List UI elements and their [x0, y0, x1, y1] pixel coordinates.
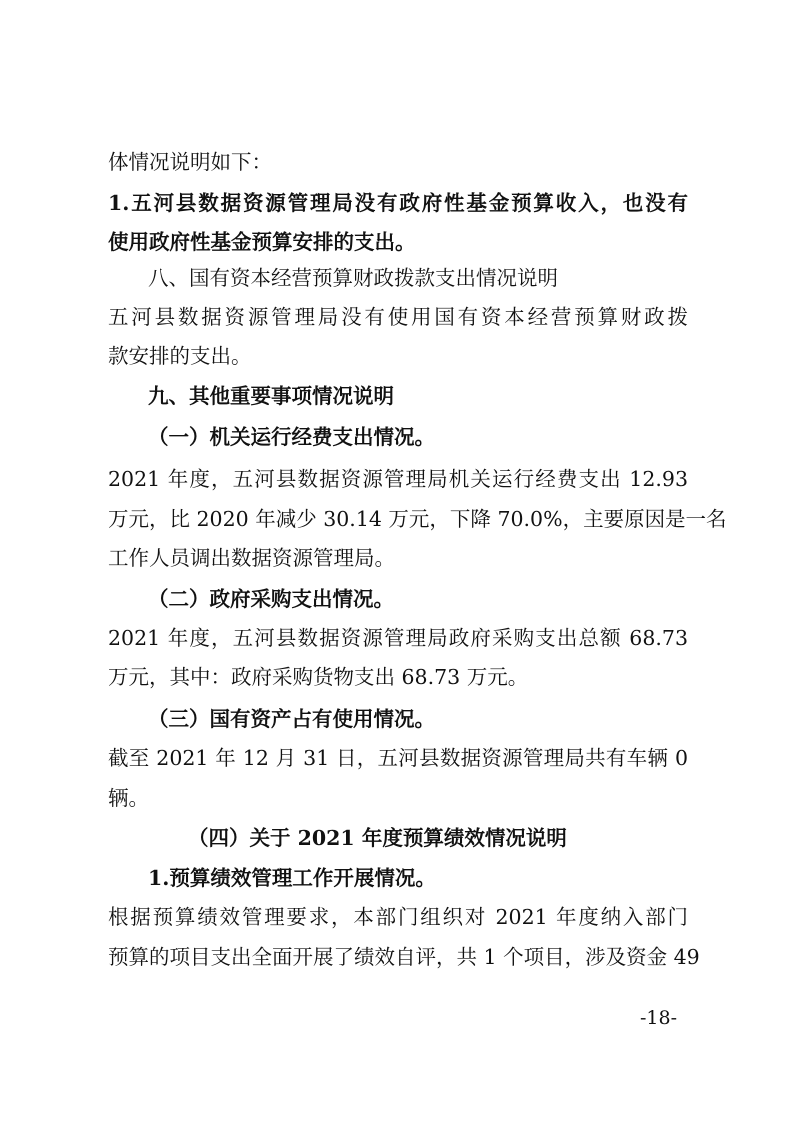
- subsection-heading: （一）机关运行经费支出情况。: [148, 425, 435, 449]
- subsection-heading: （四）关于 2021 年度预算绩效情况说明: [188, 826, 567, 850]
- subsection-heading: 1.预算绩效管理工作开展情况。: [148, 866, 436, 890]
- section-heading: 九、其他重要事项情况说明: [148, 384, 394, 408]
- text-line: 根据预算绩效管理要求，本部门组织对 2021 年度纳入部门: [108, 905, 688, 929]
- text-line: 工作人员调出数据资源管理局。: [108, 546, 395, 570]
- subsection-heading: （二）政府采购支出情况。: [148, 587, 394, 611]
- text-line: 万元，比 2020 年减少 30.14 万元，下降 70.0%，主要原因是一名: [108, 507, 727, 531]
- text-line: 截至 2021 年 12 月 31 日，五河县数据资源管理局共有车辆 0: [108, 746, 688, 770]
- text-line: 2021 年度，五河县数据资源管理局机关运行经费支出 12.93: [108, 467, 688, 491]
- text-line: 辆。: [108, 786, 149, 810]
- paragraph-line-bold: 1.五河县数据资源管理局没有政府性基金预算收入，也没有: [108, 191, 688, 215]
- text-line: 万元，其中：政府采购货物支出 68.73 万元。: [108, 665, 529, 689]
- paragraph-line-bold: 使用政府性基金预算安排的支出。: [108, 230, 416, 254]
- text-line: 预算的项目支出全面开展了绩效自评，共 1 个项目，涉及资金 49: [108, 945, 700, 969]
- text-line: 2021 年度，五河县数据资源管理局政府采购支出总额 68.73: [108, 626, 688, 650]
- section-heading: 八、国有资本经营预算财政拨款支出情况说明: [148, 266, 558, 290]
- text-line: 体情况说明如下：: [108, 150, 272, 174]
- text-line: 五河县数据资源管理局没有使用国有资本经营预算财政拨: [108, 305, 688, 329]
- text-line: 款安排的支出。: [108, 344, 252, 368]
- subsection-heading: （三）国有资产占有使用情况。: [148, 707, 435, 731]
- page-number: -18-: [640, 1007, 678, 1029]
